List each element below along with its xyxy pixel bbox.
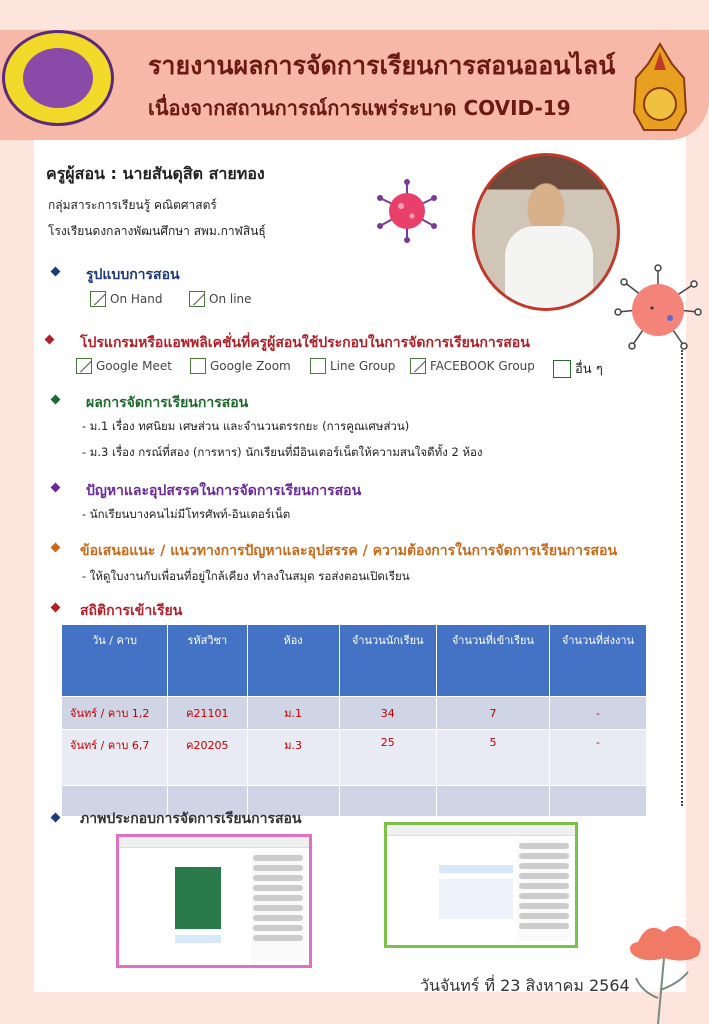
table-cell: 7 bbox=[436, 697, 549, 730]
table-cell: ม.3 bbox=[247, 730, 339, 786]
column-header: ห้อง bbox=[247, 625, 339, 697]
problem-item: - นักเรียนบางคนไม่มีโทรศัพท์-อินเตอร์เน็ต bbox=[82, 507, 291, 521]
school-logo bbox=[2, 30, 114, 126]
attendance-heading: สถิติการเข้าเรียน bbox=[80, 603, 183, 619]
report-title: รายงานผลการจัดการเรียนการสอนออนไลน์ bbox=[148, 51, 616, 80]
checkbox-facebook-group[interactable] bbox=[410, 358, 535, 374]
facebook-group-screenshot bbox=[384, 822, 578, 948]
table-cell: - bbox=[550, 697, 647, 730]
checkbox-label: On line bbox=[209, 292, 252, 306]
checkbox-box bbox=[189, 291, 205, 307]
column-header: จำนวนที่ส่งงาน bbox=[550, 625, 647, 697]
table-cell: ค20205 bbox=[168, 730, 248, 786]
result-item: - ม.1 เรื่อง ทศนิยม เศษส่วน และจำนวนตรรกยะ (การคูณเศษส่วน) bbox=[82, 419, 410, 433]
problems-heading: ปัญหาและอุปสรรคในการจัดการเรียนการสอน bbox=[86, 483, 362, 499]
checkbox-on-line[interactable] bbox=[189, 291, 252, 307]
checkbox-box bbox=[310, 358, 326, 374]
attendance-table bbox=[61, 624, 647, 817]
checkbox-label: Google Meet bbox=[96, 359, 172, 373]
column-header: จำนวนที่เข้าเรียน bbox=[436, 625, 549, 697]
teacher-photo bbox=[472, 153, 620, 311]
virus-icon bbox=[374, 178, 440, 244]
checkbox-box bbox=[76, 358, 92, 374]
table-cell bbox=[339, 786, 436, 817]
teacher-name: ครูผู้สอน : นายสันดุสิต สายทอง bbox=[46, 164, 265, 183]
facebook-group-screenshot bbox=[116, 834, 312, 968]
table-cell: จันทร์ / คาบ 6,7 bbox=[62, 730, 168, 786]
table-header-row bbox=[62, 625, 647, 697]
flower-decoration bbox=[618, 918, 708, 1024]
apps-heading: โปรแกรมหรือแอพพลิเคชั่นที่ครูผู้สอนใช้ประกอบในการจัดการเรียนการสอน bbox=[80, 335, 530, 351]
report-subtitle: เนื่องจากสถานการณ์การแพร่ระบาด COVID-19 bbox=[148, 96, 571, 120]
checkbox-label: On Hand bbox=[110, 292, 163, 306]
table-cell: ค21101 bbox=[168, 697, 248, 730]
result-item: - ม.3 เรื่อง กรณ์ที่สอง (การหาร) นักเรียนที่มีอินเตอร์เน็ตให้ความสนใจดีทั้ง 2 ห้อง bbox=[82, 445, 483, 459]
report-date: วันจันทร์ ที่ 23 สิงหาคม 2564 bbox=[420, 976, 630, 995]
table-cell: จันทร์ / คาบ 1,2 bbox=[62, 697, 168, 730]
checkbox-box bbox=[90, 291, 106, 307]
checkbox-google-meet[interactable] bbox=[76, 358, 172, 374]
virus-icon-large bbox=[612, 262, 704, 354]
column-header: จำนวนนักเรียน bbox=[339, 625, 436, 697]
checkbox-label: FACEBOOK Group bbox=[430, 359, 535, 373]
suggestion-item: - ให้ดูใบงานกับเพื่อนที่อยู่ใกล้เคียง ทำลงในสมุด รอส่งตอนเปิดเรียน bbox=[82, 569, 410, 583]
table-cell bbox=[436, 786, 549, 817]
checkbox-label: อื่น ๆ bbox=[575, 362, 603, 377]
checkbox-line-group[interactable] bbox=[310, 358, 395, 374]
checkbox-google-zoom[interactable] bbox=[190, 358, 291, 374]
subject-group: กลุ่มสาระการเรียนรู้ คณิตศาสตร์ bbox=[48, 198, 217, 212]
results-heading: ผลการจัดการเรียนการสอน bbox=[86, 395, 249, 411]
checkbox-box bbox=[190, 358, 206, 374]
checkbox-box bbox=[410, 358, 426, 374]
column-header: รหัสวิชา bbox=[168, 625, 248, 697]
suggestions-heading: ข้อเสนอแนะ / แนวทางการปัญหาและอุปสรรค / ความต้องการในการจัดการเรียนการสอน bbox=[80, 543, 618, 559]
checkbox-box bbox=[553, 360, 571, 378]
table-cell: 5 bbox=[436, 730, 549, 786]
table-row bbox=[62, 697, 647, 730]
table-cell: ม.1 bbox=[247, 697, 339, 730]
checkbox-other[interactable] bbox=[553, 358, 603, 379]
table-cell: - bbox=[550, 730, 647, 786]
table-cell: 25 bbox=[339, 730, 436, 786]
ministry-emblem bbox=[628, 42, 692, 134]
table-row bbox=[62, 730, 647, 786]
checkbox-label: Line Group bbox=[330, 359, 396, 373]
photos-heading: ภาพประกอบการจัดการเรียนการสอน bbox=[80, 811, 302, 827]
teaching-mode-heading: รูปแบบการสอน bbox=[86, 267, 180, 283]
checkbox-on-hand[interactable] bbox=[90, 291, 162, 307]
table-cell: 34 bbox=[339, 697, 436, 730]
column-header: วัน / คาบ bbox=[62, 625, 168, 697]
top-margin bbox=[0, 0, 709, 30]
table-cell bbox=[550, 786, 647, 817]
checkbox-label: Google Zoom bbox=[210, 359, 291, 373]
dotted-divider bbox=[681, 350, 683, 806]
school-name: โรงเรียนดงกลางพัฒนศึกษา สพม.กาฬสินธุ์ bbox=[48, 224, 266, 238]
